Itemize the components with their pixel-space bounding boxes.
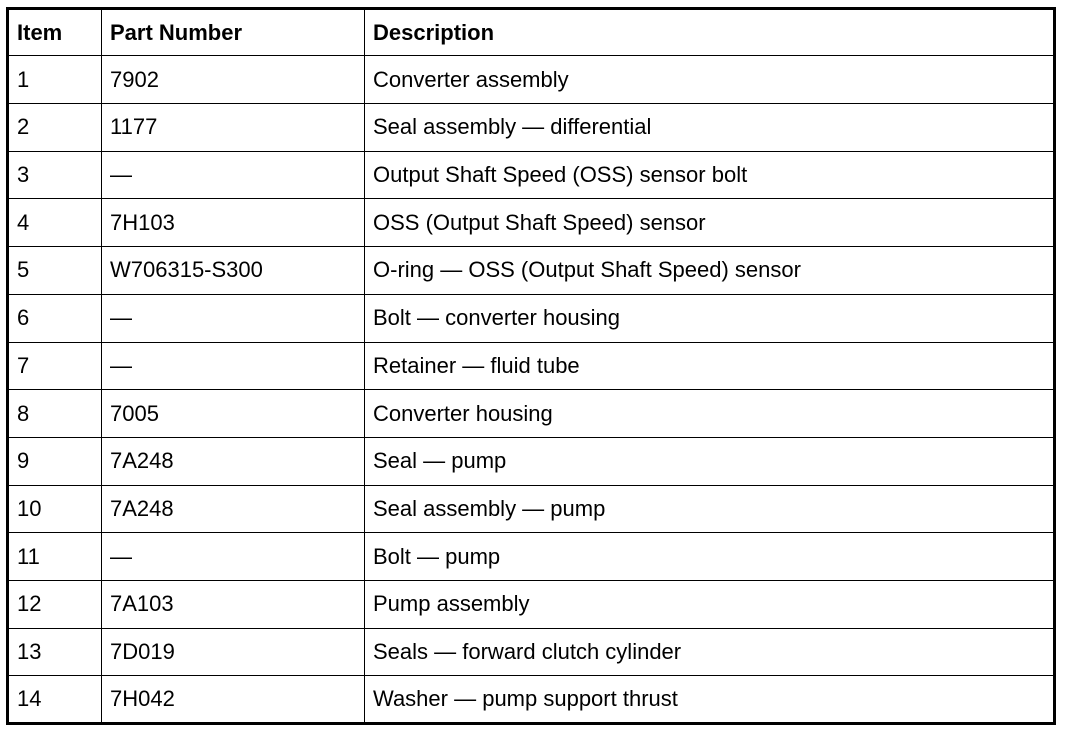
cell-item: 8 — [8, 390, 102, 438]
cell-description: OSS (Output Shaft Speed) sensor — [365, 199, 1055, 247]
table-row — [8, 485, 1055, 533]
cell-item: 12 — [8, 580, 102, 628]
table-row — [8, 390, 1055, 438]
cell-item: 4 — [8, 199, 102, 247]
cell-description: Retainer — fluid tube — [365, 342, 1055, 390]
cell-description: Seal — pump — [365, 437, 1055, 485]
table-row — [8, 342, 1055, 390]
table-row — [8, 580, 1055, 628]
cell-part-number: 7H103 — [102, 199, 365, 247]
cell-item: 5 — [8, 247, 102, 295]
cell-item: 6 — [8, 294, 102, 342]
cell-part-number: 7A103 — [102, 580, 365, 628]
cell-item: 14 — [8, 676, 102, 724]
table-body — [8, 56, 1055, 724]
table-row — [8, 247, 1055, 295]
table-row — [8, 199, 1055, 247]
cell-part-number: — — [102, 342, 365, 390]
cell-description: Bolt — converter housing — [365, 294, 1055, 342]
cell-description: Pump assembly — [365, 580, 1055, 628]
table-row — [8, 104, 1055, 152]
cell-part-number: W706315-S300 — [102, 247, 365, 295]
table-row — [8, 56, 1055, 104]
cell-part-number: 1177 — [102, 104, 365, 152]
header-item: Item — [8, 9, 102, 56]
cell-part-number: 7902 — [102, 56, 365, 104]
cell-description: Seals — forward clutch cylinder — [365, 628, 1055, 676]
cell-item: 7 — [8, 342, 102, 390]
cell-item: 9 — [8, 437, 102, 485]
table-header-row — [8, 9, 1055, 56]
cell-part-number: 7A248 — [102, 437, 365, 485]
cell-part-number: 7H042 — [102, 676, 365, 724]
cell-description: Seal assembly — pump — [365, 485, 1055, 533]
cell-part-number: — — [102, 151, 365, 199]
cell-description: O-ring — OSS (Output Shaft Speed) sensor — [365, 247, 1055, 295]
cell-description: Washer — pump support thrust — [365, 676, 1055, 724]
table-row — [8, 628, 1055, 676]
cell-description: Converter housing — [365, 390, 1055, 438]
cell-description: Output Shaft Speed (OSS) sensor bolt — [365, 151, 1055, 199]
cell-item: 1 — [8, 56, 102, 104]
cell-item: 11 — [8, 533, 102, 581]
cell-item: 3 — [8, 151, 102, 199]
cell-part-number: 7005 — [102, 390, 365, 438]
cell-part-number: — — [102, 533, 365, 581]
parts-table — [6, 7, 1056, 725]
cell-description: Converter assembly — [365, 56, 1055, 104]
cell-item: 2 — [8, 104, 102, 152]
table-row — [8, 676, 1055, 724]
cell-item: 10 — [8, 485, 102, 533]
cell-description: Seal assembly — differential — [365, 104, 1055, 152]
cell-part-number: — — [102, 294, 365, 342]
table-row — [8, 437, 1055, 485]
header-description: Description — [365, 9, 1055, 56]
table-row — [8, 533, 1055, 581]
cell-part-number: 7A248 — [102, 485, 365, 533]
cell-item: 13 — [8, 628, 102, 676]
table-row — [8, 294, 1055, 342]
table-row — [8, 151, 1055, 199]
header-part-number: Part Number — [102, 9, 365, 56]
cell-part-number: 7D019 — [102, 628, 365, 676]
cell-description: Bolt — pump — [365, 533, 1055, 581]
